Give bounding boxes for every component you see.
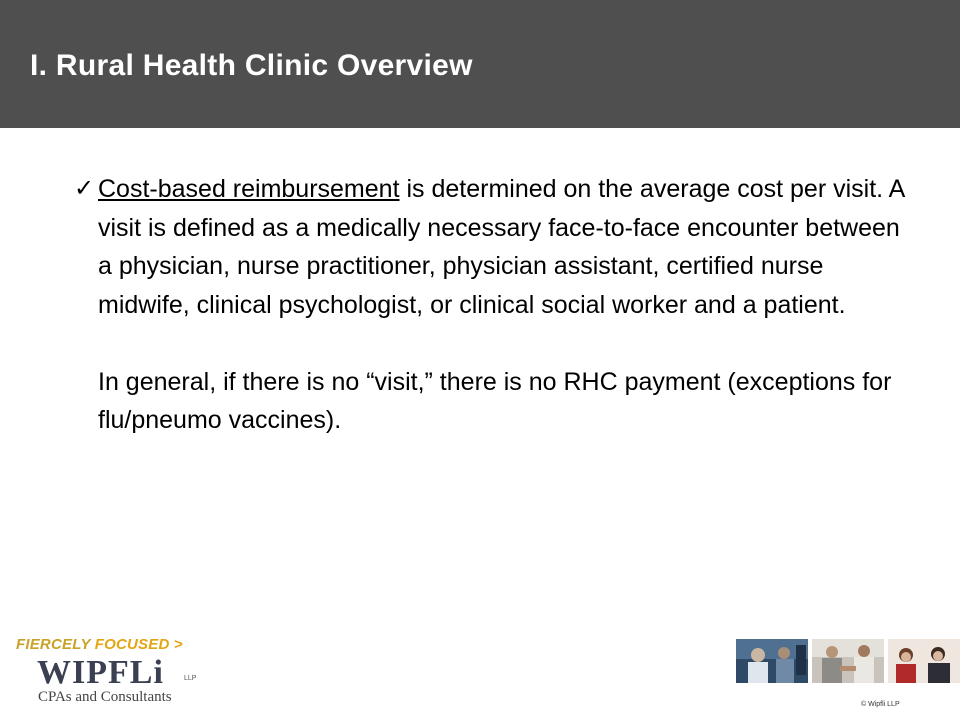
bullet-paragraph-1 bbox=[98, 170, 904, 324]
logo-tagline bbox=[16, 636, 183, 653]
bullet-paragraph-2: In general, if there is no “visit,” there is no RHC payment (exceptions for flu/pneumo vaccines). bbox=[98, 367, 892, 434]
tagline-focused: FOCUSED bbox=[94, 636, 170, 653]
bullet-list bbox=[74, 170, 904, 440]
tagline-fiercely: FIERCELY bbox=[16, 636, 95, 653]
underlined-term: Cost-based reimbursement bbox=[98, 175, 400, 203]
logo-wordmark: WIPFLi bbox=[37, 654, 164, 691]
title-bar bbox=[0, 0, 960, 128]
photo-meeting-icon bbox=[888, 639, 960, 683]
photo-handshake-icon bbox=[812, 639, 884, 683]
slide-title: I. Rural Health Clinic Overview bbox=[30, 49, 473, 82]
check-icon: ✓ bbox=[74, 175, 95, 202]
logo-llp: LLP bbox=[184, 675, 197, 682]
photo-doctors-icon bbox=[736, 639, 808, 683]
paragraph-1-text: is determined on the average cost per visit. A visit is defined as a medically necessary face-to-face encounter between a physician, nurse practitioner, physician assistant, certified nurse midwife, clinical psychologist, or clinical social worker and a patient. bbox=[98, 175, 904, 319]
logo-subtitle: CPAs and Consultants bbox=[38, 689, 172, 705]
tagline-arrow: > bbox=[169, 636, 183, 653]
copyright-notice: © Wipfli LLP bbox=[861, 701, 900, 708]
